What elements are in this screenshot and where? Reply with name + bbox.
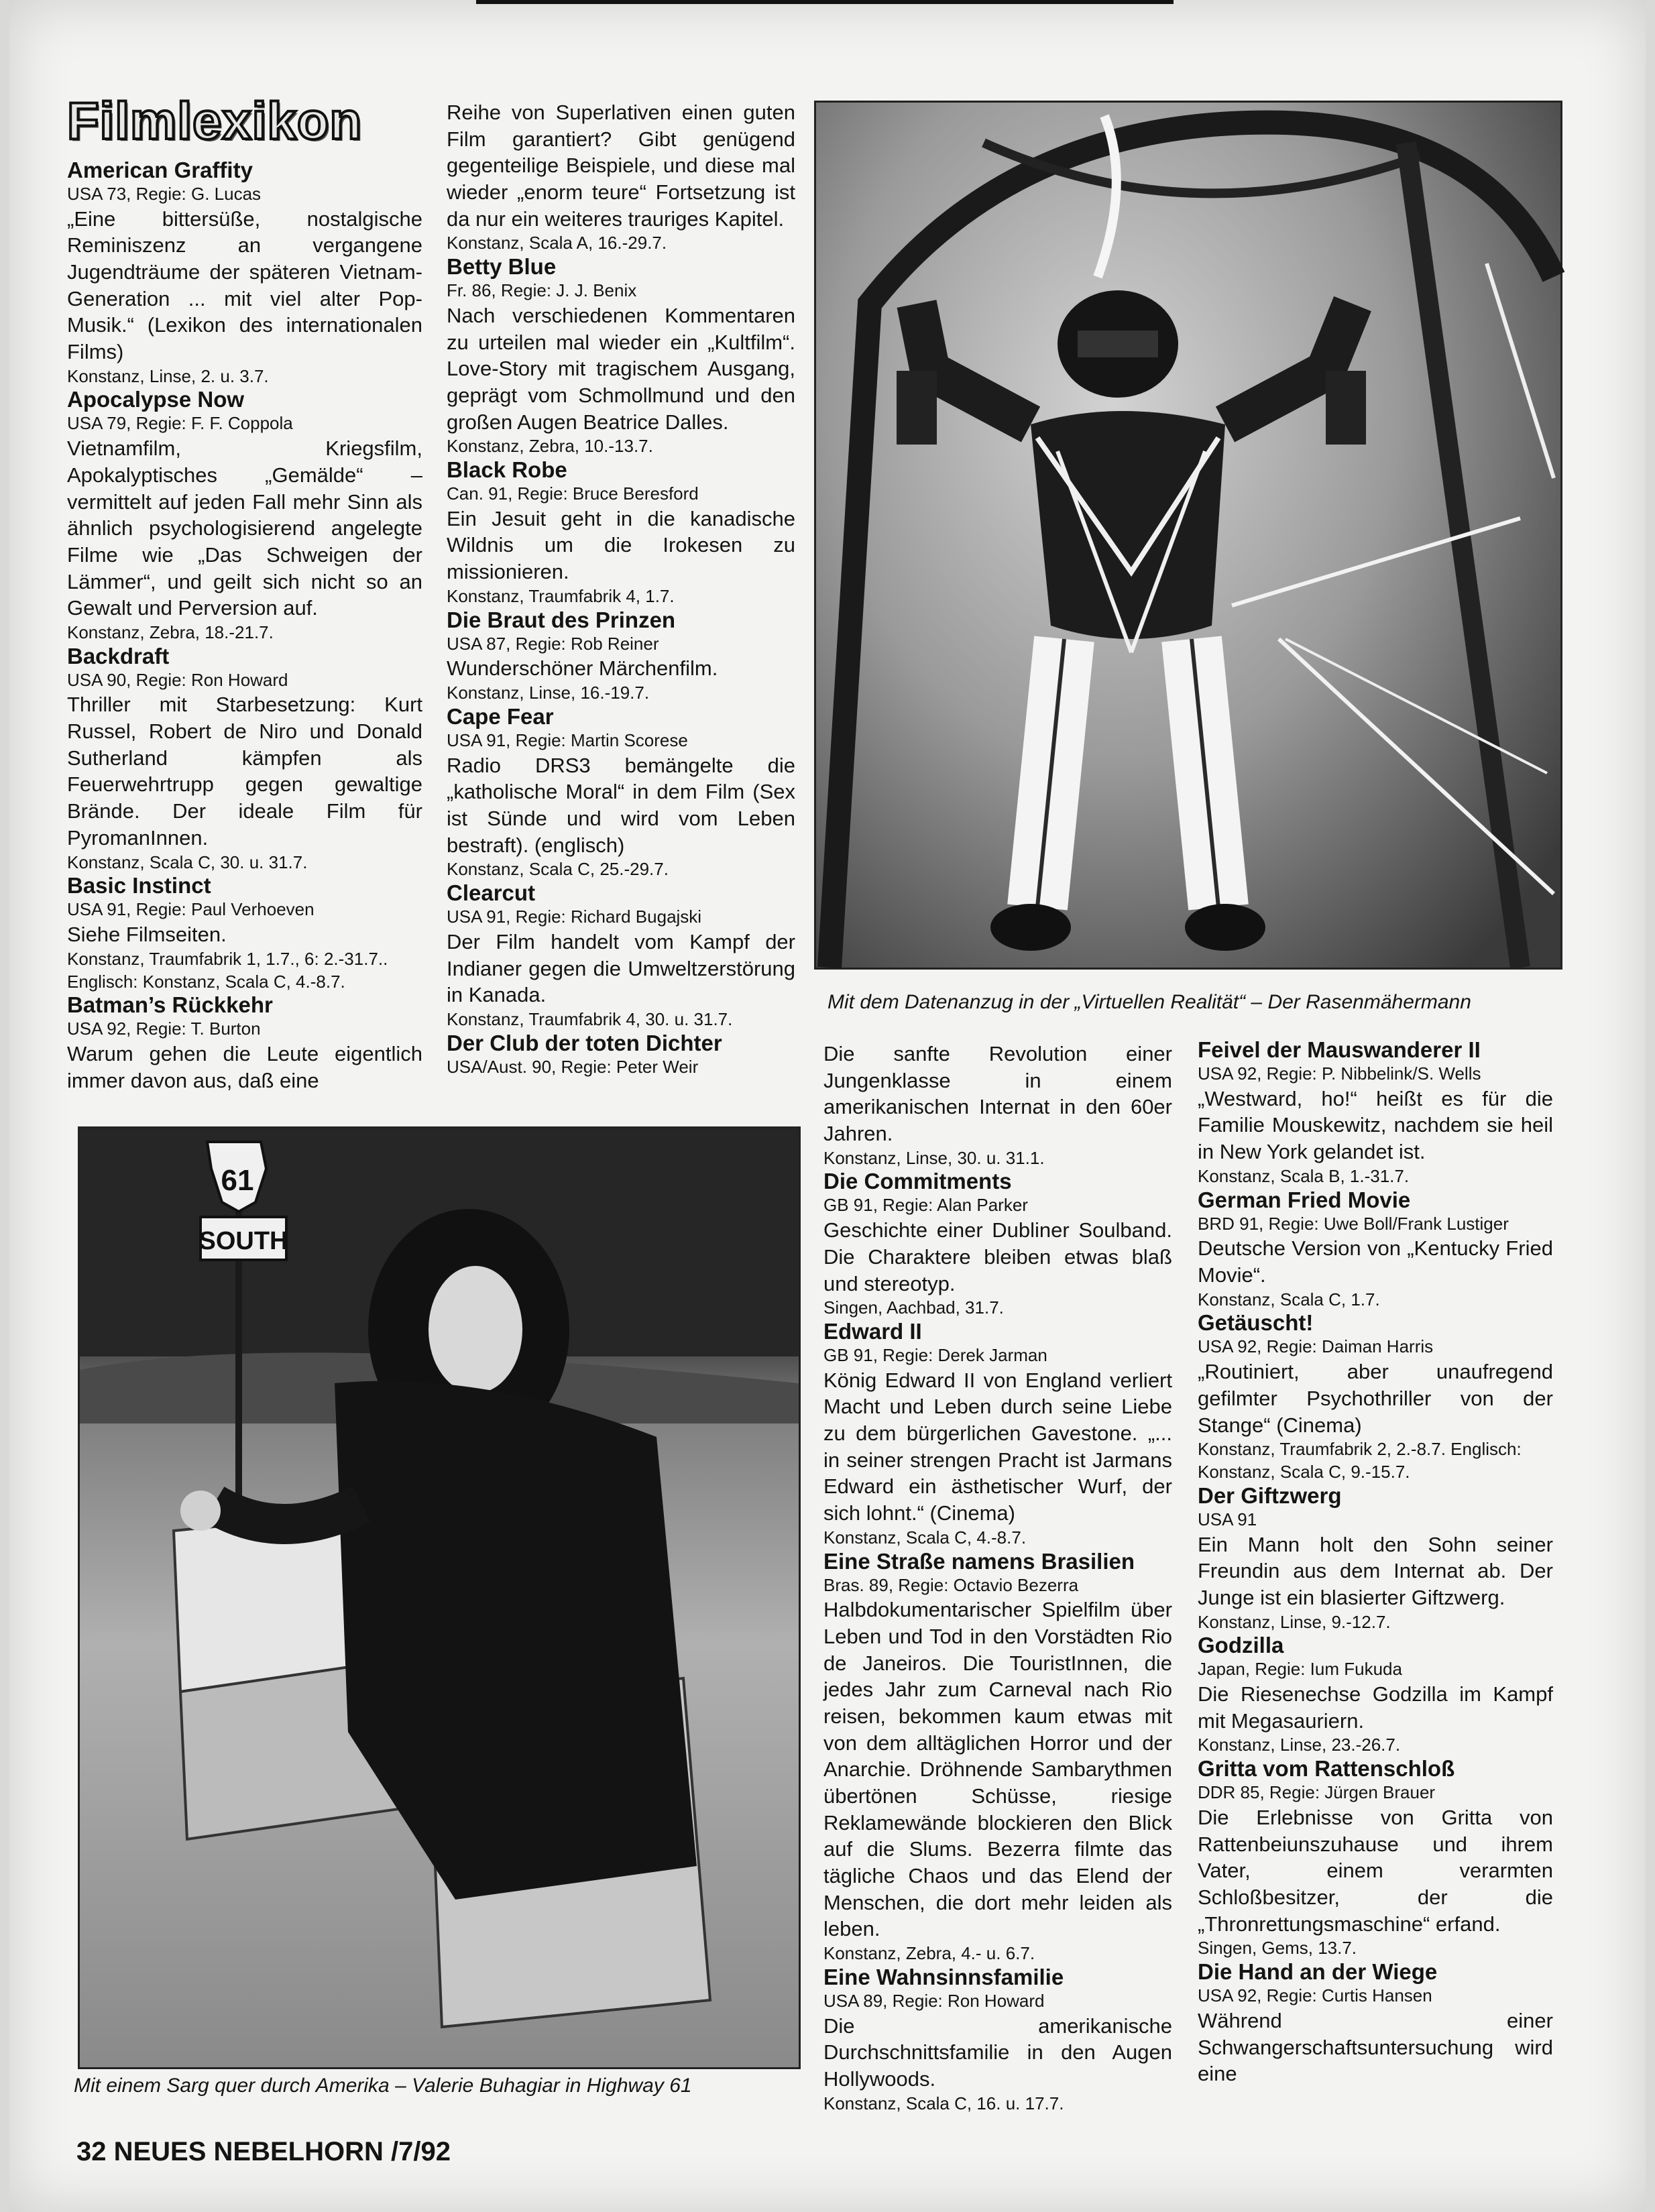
film-screening: Konstanz, Linse, 23.-26.7. [1198,1735,1401,1755]
film-meta: USA/Aust. 90, Regie: Peter Weir [447,1056,699,1077]
film-screening: Singen, Aachbad, 31.7. [823,1297,1004,1318]
film-meta: Japan, Regie: Ium Fukuda [1198,1659,1402,1680]
film-title: Black Robe [447,457,567,483]
film-description: Geschichte einer Dubliner Soulband. Die Charaktere bleiben etwas blaß und stereotyp. [823,1218,1172,1295]
column-4 [1198,1038,1553,2104]
film-title: Betty Blue [447,254,557,280]
film-entry [1198,1960,1553,2087]
film-entry [67,874,422,993]
film-meta: USA 89, Regie: Ron Howard [823,1990,1045,2011]
film-description: Während einer Schwangerschaftsuntersuchung wird eine [1198,2008,1553,2086]
film-entry [1198,1038,1553,1188]
column-2 [447,99,795,1118]
film-description: „Eine bittersüße, nostalgische Reminiszenz an vergangene Jugendträume der späteren Vietnam-Generation ... mit viel alter Pop-Musik.“ (Lexikon des internationalen Films) [67,207,422,363]
film-entry [67,158,422,388]
film-meta: GB 91, Regie: Alan Parker [823,1195,1028,1216]
film-title: Batman’s Rückkehr [67,992,273,1018]
film-screening: Konstanz, Linse, 9.-12.7. [1198,1611,1391,1632]
film-description: Ein Jesuit geht in die kanadische Wildnis um die Irokesen zu missionieren. [447,506,795,584]
film-description: Thriller mit Starbesetzung: Kurt Russel, Robert de Niro und Donald Sutherland kämpfen als Feuerwehrtrupp gegen gewaltige Brände. Der ideale Film für PyromanInnen. [67,693,422,850]
continued-place: Konstanz, Scala A, 16.-29.7. [447,233,667,253]
film-title: Die Hand an der Wiege [1198,1959,1438,1985]
film-meta: USA 92, Regie: Daiman Harris [1198,1336,1434,1357]
film-title: American Graffity [67,157,253,182]
film-description: Halbdokumentarischer Spielfilm über Leben und Tod in den Vorstädten Rio de Janeiros. Die TouristInnen, die jedes Jahr zum Carneval nach Rio reisen, bekommen kaum etwas mit von dem alltäglichen Horror und der Anarchie. Dröhnende Sambarythmen übertönen Schüsse, riesige Reklamewände blockieren den Blick auf die Slums. Bezerra filmte das tägliche Chaos und das Elend der Menschen, die dort mehr leiden als leben. [823,1598,1172,1941]
film-entry [67,993,422,1094]
film-meta: USA 79, Regie: F. F. Coppola [67,413,293,434]
film-description: Nach verschiedenen Kommentaren zu urteilen mal wieder ein „Kultfilm“. Love-Story mit tragischem Ausgang, geprägt vom Schmollmund und den großen Augen Beatrice Dalles. [447,303,795,434]
masthead-title: Filmlexikon [67,91,363,150]
film-title: Die Commitments [823,1169,1012,1194]
film-screening: Konstanz, Scala C, 1.7. [1198,1289,1380,1309]
film-entry [447,458,795,608]
entry-list-3 [823,1169,1172,2115]
film-title: Edward II [823,1319,922,1344]
film-entry [67,388,422,644]
film-description: Die Riesenechse Godzilla im Kampf mit Megasauriern. [1198,1682,1553,1733]
film-meta: USA 92, Regie: P. Nibbelink/S. Wells [1198,1063,1481,1084]
film-meta: USA 87, Regie: Rob Reiner [447,633,659,654]
film-description: Radio DRS3 bemängelte die „katholische Moral“ in dem Film (Sex ist Sünde und wird vom Leben bestraft). (englisch) [447,753,795,857]
film-title: Godzilla [1198,1633,1284,1658]
film-meta: USA 91, Regie: Paul Verhoeven [67,899,315,920]
film-entry [1198,1633,1553,1757]
top-edge-bar [476,0,1174,4]
film-description: Die amerikanische Durchschnittsfamilie in den Augen Hollywoods. [823,2014,1172,2091]
film-title: Feivel der Mauswanderer II [1198,1037,1481,1062]
film-entry [447,1031,795,1079]
photo-highway-61 [78,1126,801,2069]
route-sign-direction: SOUTH [198,1227,288,1255]
entry-list-2 [447,255,795,1078]
film-screening: Konstanz, Linse, 16.-19.7. [447,683,650,703]
film-entry [447,881,795,1031]
film-screening: Konstanz, Traumfabrik 1, 1.7., 6: 2.-31.7.. Englisch: Konstanz, Scala C, 4.-8.7. [67,948,388,992]
vr-suit-illustration [816,103,1560,968]
film-description: Der Film handelt vom Kampf der Indianer gegen die Umweltzerstörung in Kanada. [447,929,795,1007]
film-meta: Fr. 86, Regie: J. J. Benix [447,280,637,301]
caption-top-photo: Mit dem Datenanzug in der „Virtuellen Realität“ – Der Rasenmähermann [828,991,1471,1013]
film-title: Gritta vom Rattenschloß [1198,1756,1455,1782]
film-title: Basic Instinct [67,873,211,898]
film-meta: USA 91, Regie: Martin Scorese [447,730,688,750]
film-meta: DDR 85, Regie: Jürgen Brauer [1198,1782,1436,1803]
film-meta: USA 73, Regie: G. Lucas [67,183,262,204]
film-screening: Konstanz, Scala C, 4.-8.7. [823,1527,1027,1548]
entry-list-4 [1198,1038,1553,2087]
continued-place: Konstanz, Linse, 30. u. 31.1. [823,1147,1045,1168]
film-description: Warum gehen die Leute eigentlich immer davon aus, daß eine [67,1042,422,1092]
film-description: Die Erlebnisse von Gritta von Rattenbeiunszuhause und ihrem Vater, einem verarmten Schloßbesitzer, der die „Thronrettungsmaschine“ erfand. [1198,1806,1553,1936]
film-description: „Westward, ho!“ heißt es für die Familie Mouskewitz, nachdem sie heil in New York gelandet ist. [1198,1086,1553,1164]
film-title: Der Giftzwerg [1198,1482,1342,1508]
film-screening: Konstanz, Scala C, 25.-29.7. [447,859,669,880]
film-entry [447,608,795,705]
film-meta: USA 92, Regie: Curtis Hansen [1198,1985,1432,2006]
film-screening: Konstanz, Zebra, 10.-13.7. [447,436,653,457]
film-meta: USA 92, Regie: T. Burton [67,1018,261,1039]
film-title: Clearcut [447,880,536,906]
film-description: Ein Mann holt den Sohn seiner Freundin aus dem Internat ab. Der Junge ist ein blasierter Giftzwerg. [1198,1532,1553,1609]
highway-scene-illustration [80,1128,799,2067]
film-meta: USA 90, Regie: Ron Howard [67,669,288,690]
film-entry [447,255,795,458]
film-description: Siehe Filmseiten. [67,923,227,947]
film-title: Die Braut des Prinzen [447,607,676,632]
film-entry [823,1169,1172,1320]
film-description: König Edward II von England verliert Macht und Leben durch seine Liebe zu dem bürgerlichen Gavestone. „... in seiner strengen Pracht ist Jarmans Edward ein ästhetischer Wurf, der sich lohnt.“ (Cinema) [823,1368,1172,1525]
film-title: Der Club der toten Dichter [447,1030,722,1055]
film-description: Wunderschöner Märchenfilm. [447,656,718,681]
film-screening: Konstanz, Traumfabrik 4, 30. u. 31.7. [447,1008,733,1029]
film-entry [1198,1484,1553,1634]
film-entry [823,1965,1172,2115]
film-title: Getäuscht! [1198,1310,1314,1336]
film-meta: Can. 91, Regie: Bruce Beresford [447,483,699,504]
film-title: Eine Wahnsinnsfamilie [823,1964,1064,1989]
film-meta: BRD 91, Regie: Uwe Boll/Frank Lustiger [1198,1213,1509,1234]
film-entry [1198,1188,1553,1312]
film-title: German Fried Movie [1198,1187,1411,1212]
continued-text: Reihe von Superlativen einen guten Film garantiert? Gibt genügend gegenteilige Beispiele, und diese mal wieder „enorm teure“ Fortsetzung ist da nur ein weiteres trauriges Kapitel. [447,101,795,231]
film-screening: Konstanz, Linse, 2. u. 3.7. [67,365,269,386]
entry-list-1 [67,158,422,1094]
film-entry [823,1550,1172,1965]
route-sign-number: 61 [221,1164,254,1197]
film-meta: USA 91, Regie: Richard Bugajski [447,907,702,927]
film-description: „Routiniert, aber unaufregend gefilmter Psychothriller von der Stange“ (Cinema) [1198,1360,1553,1437]
film-entry [447,705,795,881]
column-3 [823,1041,1172,2113]
film-description: Vietnamfilm, Kriegsfilm, Apokalyptisches „Gemälde“ – vermittelt auf jeden Fall mehr Sinn als ähnlich psychologisierend angelegte Filme wie „Das Schweigen der Lämmer“, und geilt sich nicht so an Gewalt und Perversion auf. [67,436,422,620]
film-title: Apocalypse Now [67,387,245,412]
film-title: Cape Fear [447,703,554,729]
film-meta: Bras. 89, Regie: Octavio Bezerra [823,1574,1079,1595]
column-1 [67,91,422,1116]
caption-bottom-photo: Mit einem Sarg quer durch Amerika – Valerie Buhagiar in Highway 61 [74,2075,692,2097]
film-screening: Konstanz, Scala B, 1.-31.7. [1198,1165,1410,1186]
film-entry [823,1320,1172,1550]
film-entry [1198,1311,1553,1483]
film-title: Eine Straße namens Brasilien [823,1548,1135,1574]
film-meta: USA 91 [1198,1509,1257,1529]
film-screening: Konstanz, Scala C, 30. u. 31.7. [67,852,308,872]
page-footer: 32 NEUES NEBELHORN /7/92 [76,2137,451,2166]
photo-virtual-reality [814,101,1562,970]
film-screening: Konstanz, Traumfabrik 2, 2.-8.7. Englisch: Konstanz, Scala C, 9.-15.7. [1198,1439,1522,1482]
film-entry [67,644,422,874]
film-description: Deutsche Version von „Kentucky Fried Movie“. [1198,1236,1553,1287]
film-screening: Konstanz, Zebra, 18.-21.7. [67,622,274,642]
film-entry [1198,1757,1553,1960]
film-meta: GB 91, Regie: Derek Jarman [823,1345,1047,1365]
film-title: Backdraft [67,643,170,668]
continued-text: Die sanfte Revolution einer Jungenklasse in einem amerikanischen Internat in den 60er Jahren. [823,1042,1172,1146]
film-screening: Singen, Gems, 13.7. [1198,1938,1357,1959]
film-screening: Konstanz, Scala C, 16. u. 17.7. [823,2093,1064,2113]
film-screening: Konstanz, Zebra, 4.- u. 6.7. [823,1943,1035,1964]
film-screening: Konstanz, Traumfabrik 4, 1.7. [447,585,675,606]
